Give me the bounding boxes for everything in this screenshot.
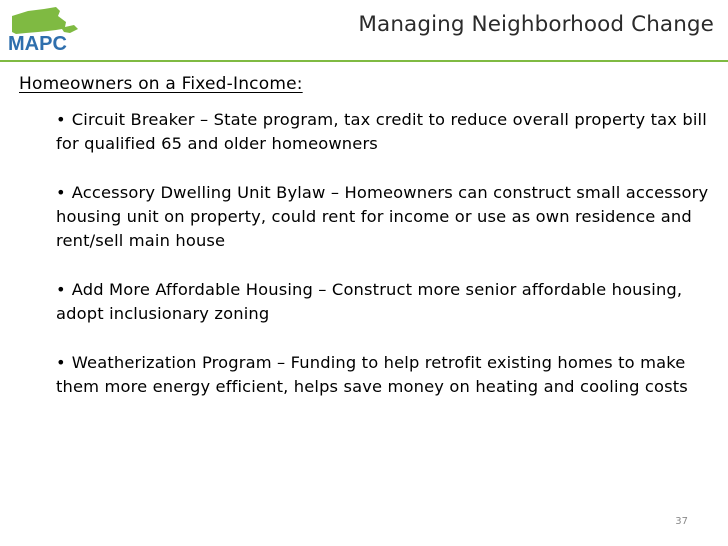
bullet-text: Add More Affordable Housing – Construct more senior affordable housing, adopt inclusionary zoning [56, 280, 683, 323]
bullet-text: Accessory Dwelling Unit Bylaw – Homeowners can construct small accessory housing unit on property, could rent for income or use as own residence and rent/sell main house [56, 183, 709, 250]
bullet-item [56, 351, 716, 399]
bullet-list [56, 108, 716, 424]
bullet-icon: • [56, 183, 66, 202]
page-number: 37 [675, 516, 688, 527]
bullet-text: Weatherization Program – Funding to help retrofit existing homes to make them more energy efficient, helps save money on heating and cooling costs [56, 353, 688, 396]
bullet-text: Circuit Breaker – State program, tax credit to reduce overall property tax bill for qualified 65 and older homeowners [56, 110, 707, 153]
bullet-item [56, 181, 716, 253]
header-divider [0, 60, 728, 62]
slide-title: Managing Neighborhood Change [358, 12, 714, 37]
bullet-item [56, 108, 716, 156]
mapc-logo [4, 2, 84, 58]
bullet-icon: • [56, 353, 66, 372]
logo-text: MAPC [8, 33, 67, 55]
bullet-item [56, 278, 716, 326]
bullet-icon: • [56, 110, 66, 129]
slide-subtitle: Homeowners on a Fixed-Income: [19, 74, 303, 94]
massachusetts-map-icon [12, 7, 78, 34]
bullet-icon: • [56, 280, 66, 299]
